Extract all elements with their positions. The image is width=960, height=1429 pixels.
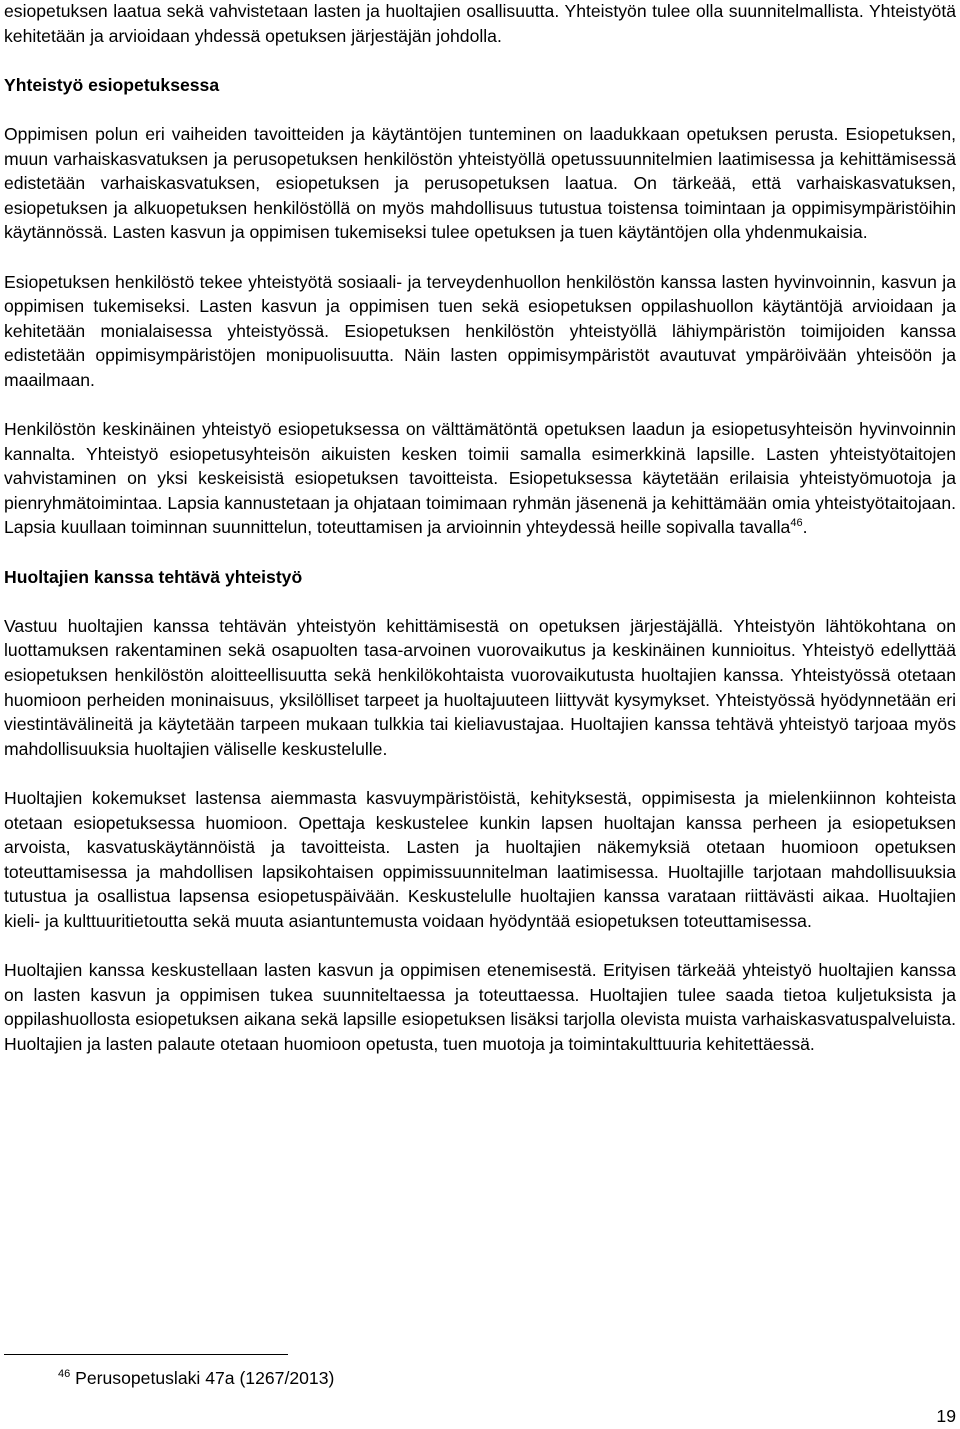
footnote-number: 46: [58, 1368, 71, 1381]
heading-yhteistyo-esiopetuksessa: Yhteistyö esiopetuksessa: [4, 74, 220, 95]
footnote-reference[interactable]: 46: [790, 517, 803, 530]
page-number: 19: [936, 1406, 956, 1426]
footnote-separator: [4, 1354, 288, 1355]
footnote: [58, 1366, 334, 1390]
paragraph-section1-3-text: Henkilöstön keskinäinen yhteistyö esiopetuksessa on välttämätöntä opetuksen laadun ja esiopetusyhteisön hyvinvoinnin kannalta. Yhteistyö esiopetusyhteisön aikuisten kesken toimii samalla esimerkkinä lapsille. Lasten yhteistyötaitojen vahvistaminen on yksi keskeisistä esiopetuksen tavoitteista. Esiopetuksessa käytetään erilaisia yhteistyömuotoja ja pienryhmätoimintaa. Lapsia kannustetaan ja ohjataan toimimaan ryhmän jäsenenä ja kehittämään omia yhteistyötaitojaan. Lapsia kuullaan toiminnan suunnittelun, toteuttamisen ja arvioinnin yhteydessä heille sopivalla tavalla: [4, 419, 956, 538]
paragraph-section1-3: [4, 417, 956, 540]
paragraph-section2-2: Huoltajien kokemukset lastensa aiemmasta kasvuympäristöistä, kehityksestä, oppimisesta ja mielenkiinnon kohteista otetaan esiopetuksessa huomioon. Opettaja keskustelee kunkin lapsen huoltajan kanssa perheen ja esiopetuksen arvoista, kasvatuskäytännöistä ja tavoitteista. Lasten ja huoltajien näkemyksiä otetaan huomioon opetuksen toteuttamisessa ja mahdollisen lapsikohtaisen oppimissuunnitelman laatimisessa. Huoltajille tarjotaan mahdollisuuksia tutustua ja osallistua lapsensa esiopetuspäivään. Keskustelulle huoltajien kanssa varataan riittävästi aikaa. Huoltajien kieli- ja kulttuuritietoutta sekä muuta asiantuntemusta voidaan hyödyntää esiopetuksen toteuttamisessa.: [4, 788, 956, 931]
paragraph-section1-2: Esiopetuksen henkilöstö tekee yhteistyötä sosiaali- ja terveydenhuollon henkilöstön kanssa lasten hyvinvoinnin, kasvun ja oppimisen tukemiseksi. Lasten kasvun ja oppimisen tuen sekä esiopetuksen oppilashuollon käytäntöjä arvioidaan ja kehitetään monialaisessa yhteistyössä. Esiopetuksen henkilöstön yhteistyöllä lähiympäristön toimijoiden kanssa edistetään oppimisympäristöjen monipuolisuutta. Näin lasten oppimisympäristöt avautuvat ympäröivään yhteisöön ja maailmaan.: [4, 271, 956, 390]
paragraph-section2-1: Vastuu huoltajien kanssa tehtävän yhteistyön kehittämisestä on opetuksen järjestäjällä. Yhteistyön lähtökohtana on luottamuksen rakentaminen sekä osapuolten tasa-arvoinen vuorovaikutus ja keskinäinen kunnioitus. Yhteistyö edellyttää esiopetuksen henkilöstön aloitteellisuutta sekä henkilökohtaista vuorovaikutusta huoltajien kanssa. Yhteistyössä otetaan huomioon perheiden moninaisuus, yksilölliset tarpeet ja huoltajuuteen liittyvät kysymykset. Yhteistyössä hyödynnetään eri viestintävälineitä ja käytetään tarpeen mukaan tulkkia tai kieliavustajaa. Huoltajien kanssa tehtävä yhteistyö tarjoaa myös mahdollisuuksia huoltajien väliselle keskustelulle.: [4, 615, 956, 759]
heading-huoltajien-kanssa: Huoltajien kanssa tehtävä yhteistyö: [4, 566, 303, 587]
footnote-text: Perusopetuslaki 47a (1267/2013): [70, 1368, 335, 1388]
paragraph-section1-3-end: .: [802, 517, 808, 538]
paragraph-intro: esiopetuksen laatua sekä vahvistetaan lasten ja huoltajien osallisuutta. Yhteistyön tulee olla suunnitelmallista. Yhteistyötä kehitetään ja arvioidaan yhdessä opetuksen järjestäjän johdolla.: [4, 1, 956, 46]
paragraph-section1-1: Oppimisen polun eri vaiheiden tavoitteiden ja käytäntöjen tunteminen on laadukkaan opetuksen perusta. Esiopetuksen, muun varhaiskasvatuksen ja perusopetuksen henkilöstön yhteistyöllä opetussuunnitelmien laatimisessa ja kehittämisessä edistetään varhaiskasvatuksen, esiopetuksen ja perusopetuksen laatua. On tärkeää, että varhaiskasvatuksen, esiopetuksen ja alkuopetuksen henkilöstöllä on myös mahdollisuus tutustua toistensa toimintaan ja oppimisympäristöihin käytännössä. Lasten kasvun ja oppimisen tukemiseksi tulee opetuksen ja tuen käytäntöjen olla yhdenmukaisia.: [4, 123, 956, 243]
paragraph-section2-3: Huoltajien kanssa keskustellaan lasten kasvun ja oppimisen etenemisestä. Erityisen tärkeää yhteistyö huoltajien kanssa on lasten kasvun ja oppimisen tukea suunniteltaessa ja toteuttaessa. Huoltajien tulee saada tietoa kuljetuksista ja oppilashuollosta esiopetuksen aikana sekä lapsille esiopetuksen lisäksi tarjolla olevista muista varhaiskasvatuspalveluista. Huoltajien ja lasten palaute otetaan huomioon opetusta, tuen muotoja ja toimintakulttuuria kehitettäessä.: [4, 960, 956, 1054]
document-body: [4, 0, 956, 1057]
